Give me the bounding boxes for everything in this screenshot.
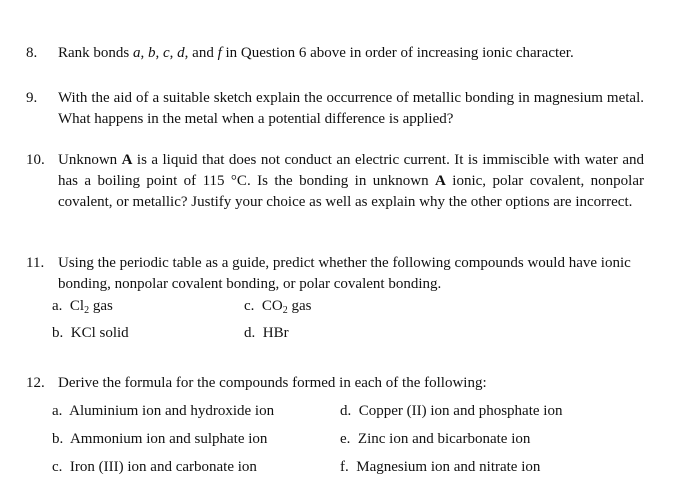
question-text: Derive the formula for the compounds formed in each of the following: — [58, 375, 487, 391]
question-text: Using the periodic table as a guide, predict whether the following compounds would have ionic bonding, nonpolar covalent bonding, or polar covalent bonding. — [58, 255, 631, 292]
question-text: With the aid of a suitable sketch explain the occurrence of metallic bonding in magnesium metal. What happens in the metal when a potential difference is applied? — [58, 90, 644, 127]
part-label: c. — [52, 459, 63, 475]
part-text: Iron (III) ion and carbonate ion — [69, 459, 257, 475]
part-label: b. — [52, 431, 64, 447]
q12-part-d — [340, 401, 562, 422]
question-number: 12. — [26, 375, 45, 391]
q12-part-c — [52, 457, 257, 478]
part-label: d. — [340, 403, 352, 419]
q12-part-b — [52, 429, 267, 450]
part-text: HBr — [262, 325, 289, 341]
question-11 — [26, 253, 644, 295]
part-text: KCl solid — [70, 325, 129, 341]
part-text: Magnesium ion and nitrate ion — [356, 459, 541, 475]
part-label: a. — [52, 298, 63, 314]
question-10 — [26, 150, 644, 213]
part-label: a. — [52, 403, 63, 419]
part-text: Copper (II) ion and phosphate ion — [358, 403, 563, 419]
question-number: 9. — [26, 90, 38, 106]
question-text: Rank bonds a, b, c, d, and f in Question 6 above in order of increasing ionic character. — [58, 45, 574, 61]
q11-part-d — [244, 323, 289, 344]
part-text: Aluminium ion and hydroxide ion — [69, 403, 275, 419]
q11-part-b — [52, 323, 129, 344]
q11-part-a — [52, 296, 113, 317]
question-number: 8. — [26, 45, 38, 61]
question-12 — [26, 373, 644, 394]
q12-part-e — [340, 429, 530, 450]
question-text: Unknown A is a liquid that does not conduct an electric current. It is immiscible with water and has a boiling point of 115 °C. Is the bonding in unknown A ionic, polar covalent, nonpolar covalent, or metallic? Justify your choice as well as explain why the other options are incorrect. — [58, 152, 644, 210]
question-9 — [26, 88, 644, 130]
question-8 — [26, 43, 644, 64]
part-label: d. — [244, 325, 256, 341]
question-number: 10. — [26, 152, 45, 168]
q11-part-c — [244, 296, 312, 317]
q12-part-f — [340, 457, 540, 478]
q12-part-a — [52, 401, 274, 422]
part-text: Zinc ion and bicarbonate ion — [357, 431, 531, 447]
question-number: 11. — [26, 255, 45, 271]
part-label: b. — [52, 325, 64, 341]
part-text: $CO_2$ gas — [261, 298, 312, 316]
part-text: Ammonium ion and sulphate ion — [69, 431, 268, 447]
part-label: c. — [244, 298, 255, 314]
part-label: f. — [340, 459, 349, 475]
part-text: $Cl_2$ gas — [69, 298, 113, 316]
part-label: e. — [340, 431, 351, 447]
